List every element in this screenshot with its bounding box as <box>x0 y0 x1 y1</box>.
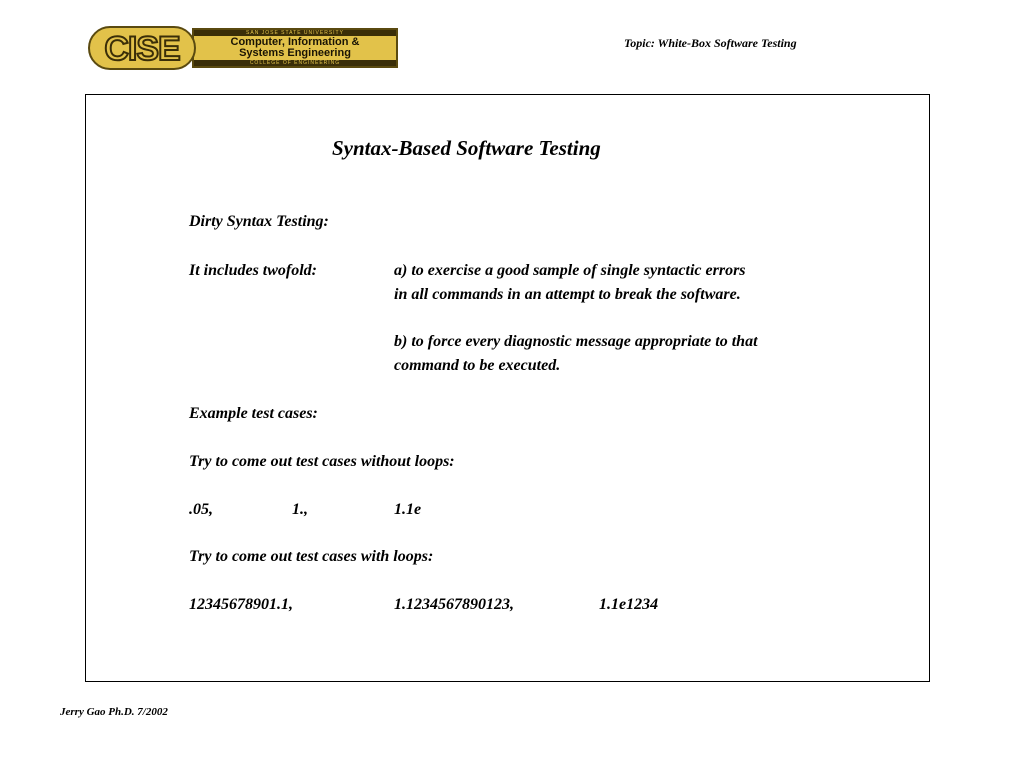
content-frame <box>85 94 930 682</box>
logo-college-text: COLLEGE OF ENGINEERING <box>194 60 396 66</box>
logo-cise-mark <box>88 26 196 70</box>
loops-case: 1.1e1234 <box>599 596 659 613</box>
point-a-line-1: a) to exercise a good sample of single syntactic errors <box>394 262 746 279</box>
slide-topic: Topic: White-Box Software Testing <box>624 36 797 50</box>
dirty-syntax-heading: Dirty Syntax Testing: <box>189 213 329 230</box>
logo-line-1: Computer, Information & <box>230 36 360 48</box>
footer-author: Jerry Gao Ph.D. 7/2002 <box>60 706 168 718</box>
no-loops-case: 1.1e <box>394 501 422 518</box>
logo-department <box>194 36 396 60</box>
no-loops-case: 1., <box>292 501 308 518</box>
point-b-line-2: command to be executed. <box>394 357 561 374</box>
logo-cise-text: CISE <box>104 29 180 68</box>
cise-logo <box>88 26 398 70</box>
loops-case: 12345678901.1, <box>189 596 293 613</box>
examples-heading: Example test cases: <box>189 405 318 422</box>
no-loops-heading: Try to come out test cases without loops: <box>189 453 455 470</box>
includes-label: It includes twofold: <box>189 262 318 279</box>
loops-heading: Try to come out test cases with loops: <box>189 548 434 565</box>
point-a-line-2: in all commands in an attempt to break the software. <box>394 286 741 303</box>
loops-case: 1.1234567890123, <box>394 596 514 613</box>
slide-title-text: Syntax-Based Software Testing <box>332 136 601 160</box>
point-b-line-1: b) to force every diagnostic message appropriate to that <box>394 333 758 350</box>
logo-university-text: SAN JOSE STATE UNIVERSITY <box>194 30 396 36</box>
logo-line-2: Systems Engineering <box>239 47 351 59</box>
logo-band <box>192 28 398 68</box>
no-loops-case: .05, <box>189 501 213 518</box>
